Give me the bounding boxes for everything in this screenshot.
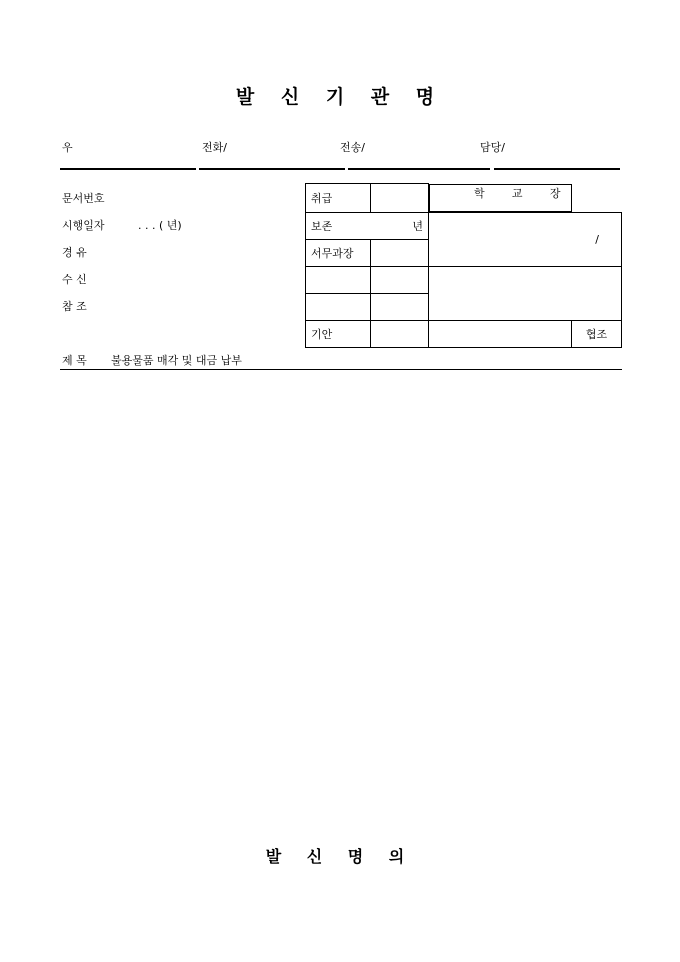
principal-sign-cell [429,212,622,266]
retention-unit: 년 [371,212,429,239]
exec-date-value: . . . ( 년) [138,219,182,232]
fax-underline [348,168,490,170]
exec-date-label: 시행일자 [62,219,105,232]
recipient-label: 수 신 [62,273,87,286]
blank-cell-1 [306,266,371,293]
subject-underline [60,369,622,370]
doc-number-label: 문서번호 [62,192,105,205]
draft-sign [371,320,429,347]
approval-table [305,183,622,348]
postal-underline [60,168,196,170]
phone-underline [199,168,345,170]
cooperation-area [429,266,622,320]
retention-label: 보존 [306,212,371,239]
person-in-charge-label: 담당/ [480,141,505,154]
blank-cell-3 [306,293,371,320]
phone-label: 전화/ [202,141,227,154]
school-principal-header [429,184,572,212]
school-char-2: 교 [511,186,523,200]
cooperation-sign-area [429,320,572,347]
handling-label: 취급 [306,184,371,213]
person-underline [494,168,620,170]
handling-value [371,184,429,213]
admin-head-label: 서무과장 [306,239,371,266]
admin-head-sign [371,239,429,266]
subject-value: 불용물품 매각 및 대금 납부 [111,354,242,367]
draft-label: 기안 [306,320,371,347]
subject-label: 제 목 [62,354,87,367]
reference-label: 참 조 [62,300,87,313]
postal-code-label: 우 [62,141,73,154]
blank-cell-4 [371,293,429,320]
sender-name-title: 발 신 명 의 [265,847,415,866]
blank-cell-2 [371,266,429,293]
issuing-agency-title: 발 신 기 관 명 [235,86,445,108]
school-char-3: 장 [549,186,561,200]
principal-slash: / [595,232,599,246]
fax-label: 전송/ [340,141,365,154]
via-label: 경 유 [62,246,87,259]
school-char-1: 학 [474,186,485,200]
cooperation-label: 협조 [572,320,622,347]
